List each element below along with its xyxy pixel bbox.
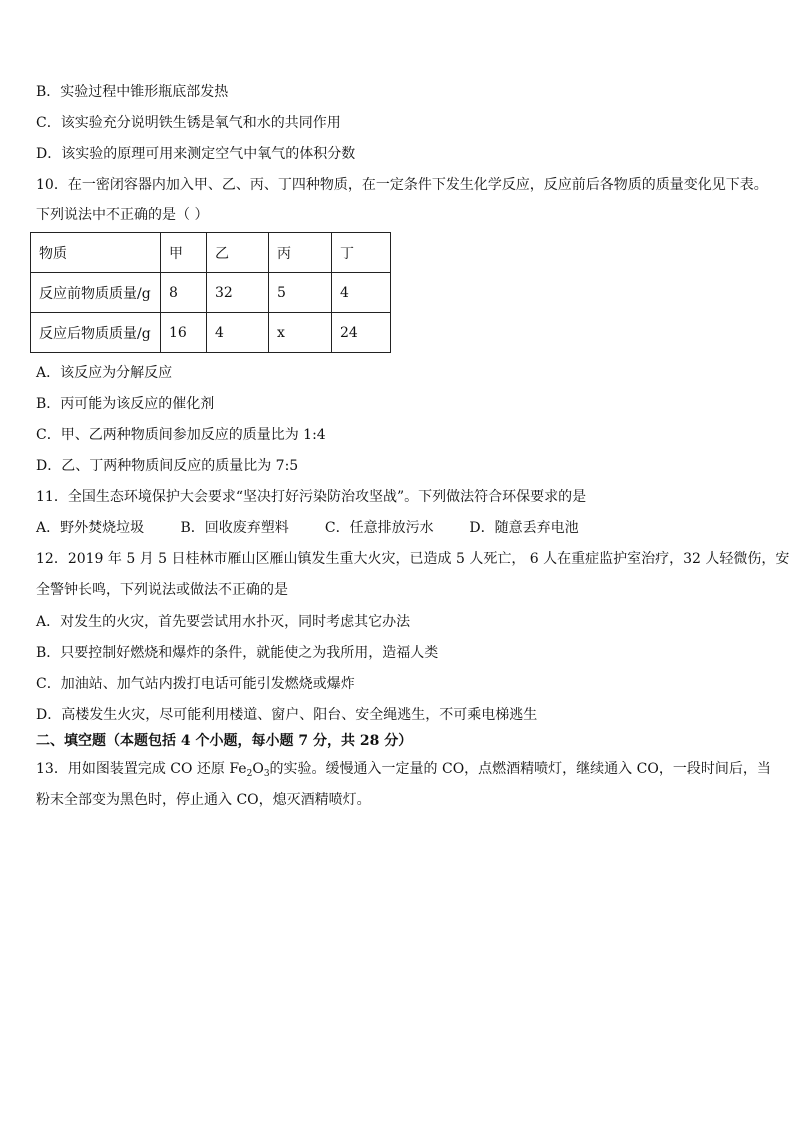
table-cell: 4 (332, 273, 391, 313)
q13-text: 的实验。缓慢通入一定量的 CO，点燃酒精喷灯，继续通入 CO，一段时间后，当 (269, 761, 771, 777)
q11-option-a: A．野外焚烧垃圾 (36, 520, 145, 536)
q10-option-b: B．丙可能为该反应的催化剂 (36, 396, 215, 412)
q13-stem-line2: 粉末全部变为黑色时，停止通入 CO，熄灭酒精喷灯。 (36, 792, 371, 808)
q10-stem-line1: 10．在一密闭容器内加入甲、乙、丙、丁四种物质，在一定条件下发生化学反应，反应前后各物质的质量变化见下表。 (36, 177, 768, 193)
q9-option-d: D．该实验的原理可用来测定空气中氧气的体积分数 (36, 146, 356, 162)
q12-option-b: B．只要控制好燃烧和爆炸的条件，就能使之为我所用，造福人类 (36, 645, 439, 661)
q11-option-c: C．任意排放污水 (324, 520, 434, 536)
table-cell: 5 (269, 273, 332, 313)
table-cell: 4 (207, 313, 269, 353)
q11-options (36, 518, 579, 538)
q13-stem-line1 (36, 759, 771, 779)
q12-option-a: A．对发生的火灾，首先要尝试用水扑灭，同时考虑其它办法 (36, 614, 411, 630)
table-header-row (31, 233, 391, 273)
subscript: 3 (263, 769, 270, 779)
q10-option-d: D．乙、丁两种物质间反应的质量比为 7:5 (36, 458, 299, 474)
q9-option-b: B．实验过程中锥形瓶底部发热 (36, 84, 229, 100)
q13-text: 13．用如图装置完成 CO 还原 Fe (36, 761, 247, 777)
table-cell: 丁 (332, 233, 391, 273)
table-row (31, 313, 391, 353)
q11-option-b: B．回收废弃塑料 (180, 520, 289, 536)
table-cell: 24 (332, 313, 391, 353)
q13-text: O (252, 761, 264, 777)
table-cell: 甲 (161, 233, 207, 273)
table-row (31, 273, 391, 313)
table-cell: 16 (161, 313, 207, 353)
q11-stem: 11．全国生态环境保护大会要求“坚决打好污染防治攻坚战”。下列做法符合环保要求的是 (36, 489, 587, 505)
subscript: 2 (246, 769, 253, 779)
table-cell: 物质 (31, 233, 161, 273)
q10-option-c: C．甲、乙两种物质间参加反应的质量比为 1:4 (36, 427, 326, 443)
section-heading: 二、填空题（本题包括 4 个小题，每小题 7 分，共 28 分） (36, 733, 413, 749)
table-cell: 32 (207, 273, 269, 313)
table-cell: 乙 (207, 233, 269, 273)
table-cell: 丙 (269, 233, 332, 273)
table-cell: 反应前物质质量/g (31, 273, 161, 313)
mass-table (30, 232, 391, 353)
q12-option-d: D．高楼发生火灾，尽可能利用楼道、窗户、阳台、安全绳逃生，不可乘电梯逃生 (36, 707, 538, 723)
q12-stem-line2: 全警钟长鸣，下列说法或做法不正确的是 (36, 582, 288, 598)
q10-option-a: A．该反应为分解反应 (36, 365, 173, 381)
q12-option-c: C．加油站、加气站内拨打电话可能引发燃烧或爆炸 (36, 676, 355, 692)
q10-stem-line2: 下列说法中不正确的是（ ） (36, 207, 209, 223)
table-cell: 8 (161, 273, 207, 313)
q12-stem-line1: 12．2019 年 5 月 5 日桂林市雁山区雁山镇发生重大火灾，已造成 5 人死亡， 6 人在重症监护室治疗，32 人轻微伤，安 (36, 551, 790, 567)
q9-option-c: C．该实验充分说明铁生锈是氧气和水的共同作用 (36, 115, 341, 131)
q11-option-d: D．随意丢弃电池 (469, 520, 579, 536)
table-cell: x (269, 313, 332, 353)
table-cell: 反应后物质质量/g (31, 313, 161, 353)
